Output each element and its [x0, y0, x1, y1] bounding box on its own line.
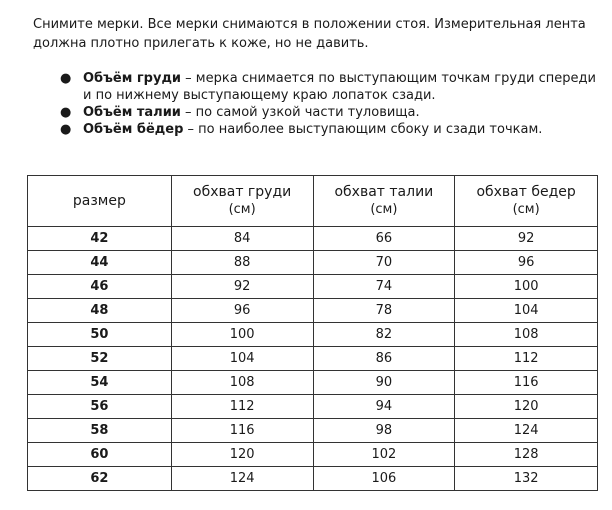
chest-cell: 120: [171, 443, 313, 467]
waist-cell: 86: [313, 347, 455, 371]
size-cell: 54: [28, 371, 172, 395]
table-body: [28, 227, 598, 491]
waist-cell: 78: [313, 299, 455, 323]
hips-cell: 96: [455, 251, 598, 275]
bullet-icon: ●: [60, 71, 72, 86]
desc-waist: – по самой узкой части туловища.: [180, 105, 420, 120]
hips-cell: 108: [455, 323, 598, 347]
size-cell: 60: [28, 443, 172, 467]
waist-cell: 102: [313, 443, 455, 467]
size-cell: 62: [28, 467, 172, 491]
table-row: [28, 419, 598, 443]
hips-cell: 120: [455, 395, 598, 419]
chest-cell: 92: [171, 275, 313, 299]
measurement-list: [33, 70, 608, 138]
size-cell: 42: [28, 227, 172, 251]
table-row: [28, 347, 598, 371]
hips-cell: 112: [455, 347, 598, 371]
table-row: [28, 467, 598, 491]
bullet-icon: ●: [60, 122, 72, 137]
chest-cell: 104: [171, 347, 313, 371]
chest-cell: 84: [171, 227, 313, 251]
waist-cell: 66: [313, 227, 455, 251]
intro-paragraph: [33, 15, 603, 53]
waist-cell: 70: [313, 251, 455, 275]
size-cell: 46: [28, 275, 172, 299]
size-table: [27, 175, 598, 491]
header-chest: обхват груди (см): [171, 176, 313, 227]
size-cell: 56: [28, 395, 172, 419]
size-cell: 52: [28, 347, 172, 371]
waist-cell: 74: [313, 275, 455, 299]
table-row: [28, 443, 598, 467]
table-row: [28, 251, 598, 275]
chest-cell: 112: [171, 395, 313, 419]
chest-cell: 88: [171, 251, 313, 275]
hips-cell: 92: [455, 227, 598, 251]
header-hips: обхват бедер (см): [455, 176, 598, 227]
intro-line-1: Снимите мерки. Все мерки снимаются в положении стоя. Измерительная лента: [33, 17, 586, 32]
table-header-row: [28, 176, 598, 227]
table-row: [28, 395, 598, 419]
waist-cell: 94: [313, 395, 455, 419]
list-item-hips: [33, 121, 608, 138]
size-cell: 58: [28, 419, 172, 443]
chest-cell: 108: [171, 371, 313, 395]
list-item-chest: [33, 70, 608, 104]
hips-cell: 128: [455, 443, 598, 467]
hips-cell: 124: [455, 419, 598, 443]
hips-cell: 116: [455, 371, 598, 395]
waist-cell: 90: [313, 371, 455, 395]
intro-line-2: должна плотно прилегать к коже, но не давить.: [33, 36, 369, 51]
header-size: размер: [28, 176, 172, 227]
bullet-icon: ●: [60, 105, 72, 120]
hips-cell: 132: [455, 467, 598, 491]
size-cell: 44: [28, 251, 172, 275]
term-waist: Объём талии: [83, 105, 181, 120]
size-cell: 50: [28, 323, 172, 347]
header-waist: обхват талии (см): [313, 176, 455, 227]
term-hips: Объём бёдер: [83, 122, 184, 137]
chest-cell: 96: [171, 299, 313, 323]
waist-cell: 98: [313, 419, 455, 443]
term-chest: Объём груди: [83, 71, 182, 86]
chest-cell: 116: [171, 419, 313, 443]
size-cell: 48: [28, 299, 172, 323]
desc-chest: – мерка снимается по выступающим точкам груди спереди и по нижнему выступающему краю лопаток сзади.: [83, 71, 596, 103]
table-row: [28, 323, 598, 347]
table-row: [28, 275, 598, 299]
chest-cell: 124: [171, 467, 313, 491]
waist-cell: 106: [313, 467, 455, 491]
desc-hips: – по наиболее выступающим сбоку и сзади точкам.: [183, 122, 543, 137]
hips-cell: 100: [455, 275, 598, 299]
table-row: [28, 371, 598, 395]
table-row: [28, 299, 598, 323]
table-row: [28, 227, 598, 251]
waist-cell: 82: [313, 323, 455, 347]
chest-cell: 100: [171, 323, 313, 347]
list-item-waist: [33, 104, 608, 121]
hips-cell: 104: [455, 299, 598, 323]
